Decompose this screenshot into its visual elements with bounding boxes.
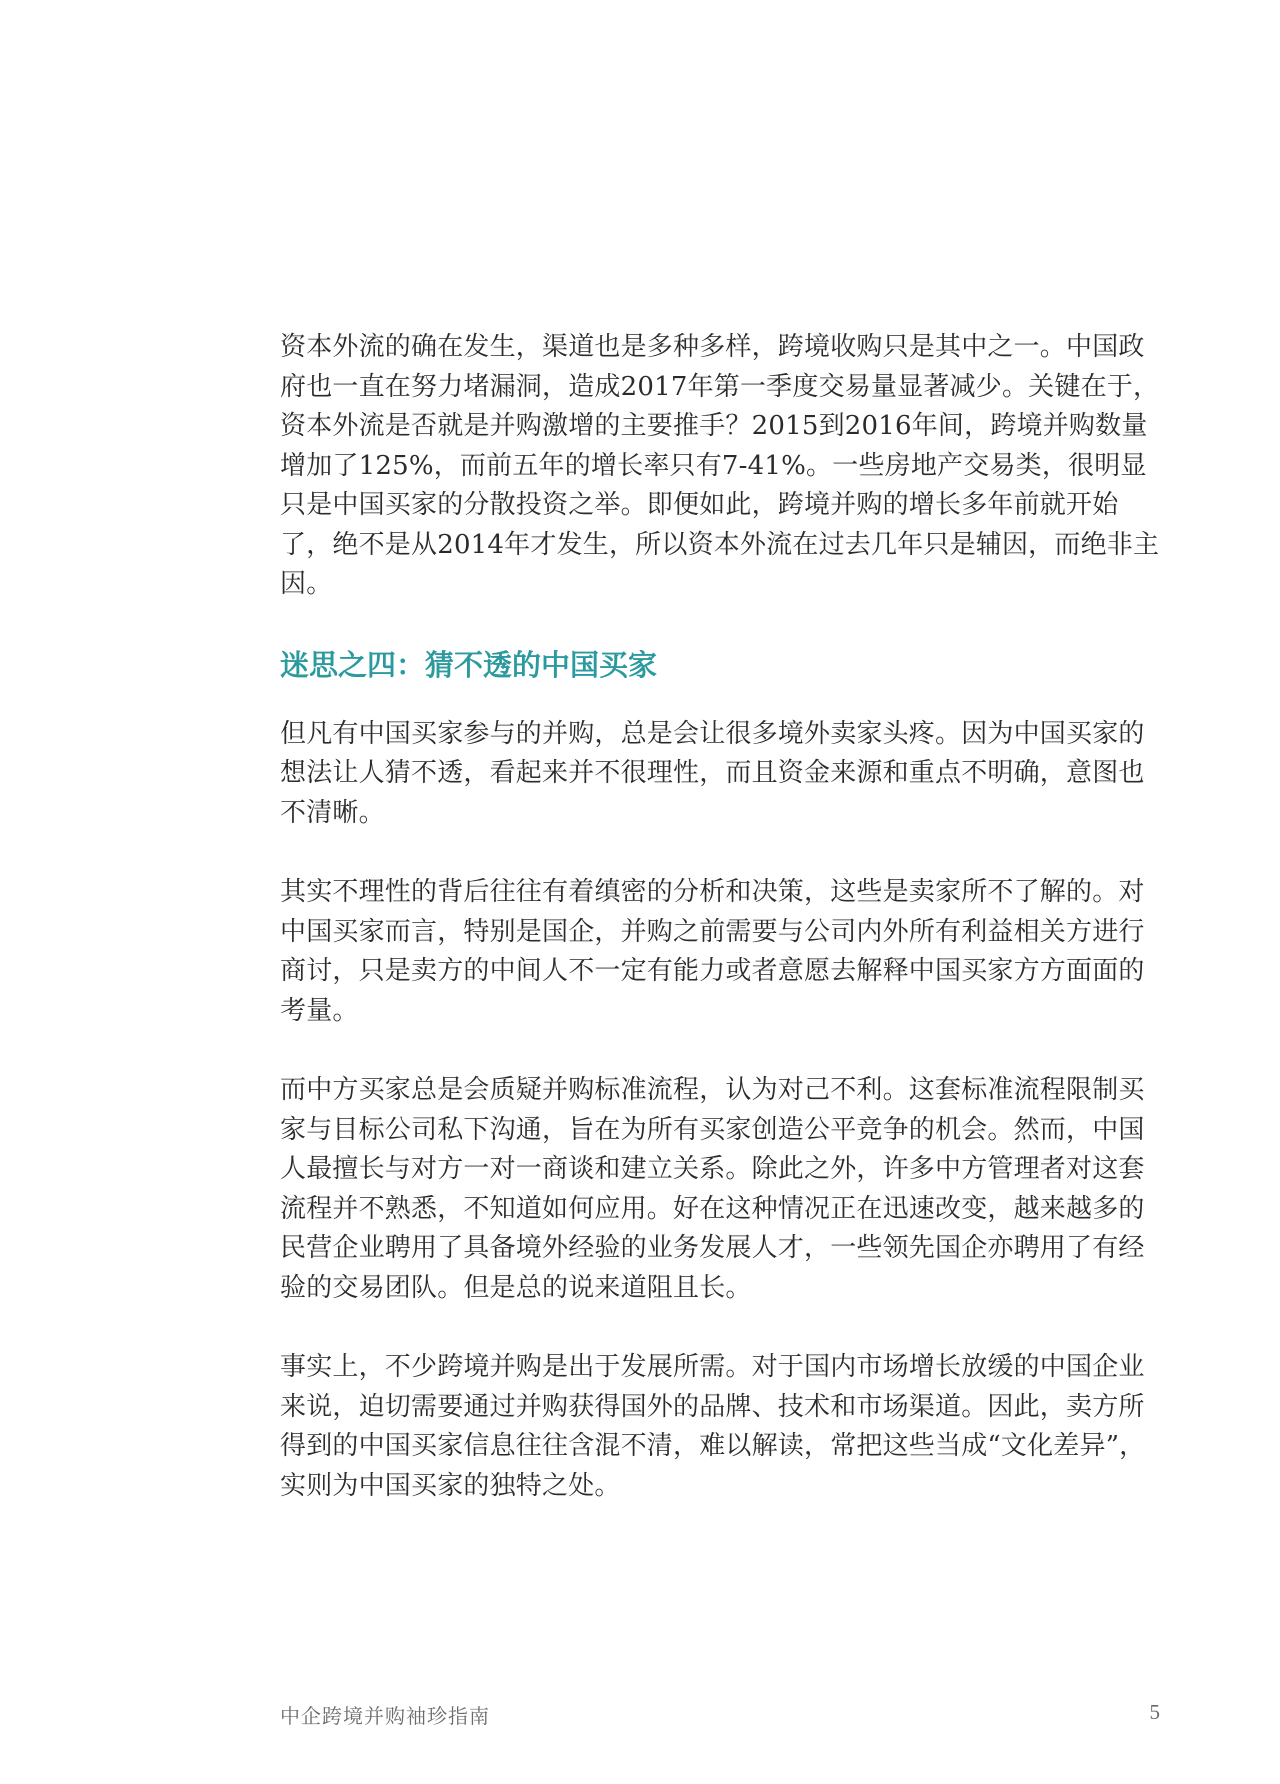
footer-title: 中企跨境并购袖珍指南 <box>280 1704 490 1728</box>
paragraph-capital-outflow: 资本外流的确在发生，渠道也是多种多样，跨境收购只是其中之一。中国政府也一直在努力堵漏洞，造成2017年第一季度交易量显著减少。关键在于，资本外流是否就是并购激增的主要推手？2015到2016年间，跨境并购数量增加了125%，而前五年的增长率只有7-41%。一些房地产交易类，很明显只是中国买家的分散投资之举。即便如此，跨境并购的增长多年前就开始了，绝不是从2014年才发生，所以资本外流在过去几年只是辅因，而绝非主因。 <box>280 332 1160 599</box>
section-heading: 迷思之四：猜不透的中国买家 <box>280 647 658 682</box>
paragraph-standard-process: 而中方买家总是会质疑并购标准流程，认为对己不利。这套标准流程限制买家与目标公司私下沟通，旨在为所有买家创造公平竞争的机会。然而，中国人最擅长与对方一对一商谈和建立关系。除此之外，许多中方管理者对这套流程并不熟悉，不知道如何应用。好在这种情况正在迅速改变，越来越多的民营企业聘用了具备境外经验的业务发展人才，一些领先国企亦聘用了有经验的交易团队。但是总的说来道阻且长。 <box>280 1075 1145 1303</box>
page-number: 5 <box>1149 1700 1160 1724</box>
paragraph-development-needs: 事实上，不少跨境并购是出于发展所需。对于国内市场增长放缓的中国企业来说，迫切需要通过并购获得国外的品牌、技术和市场渠道。因此，卖方所得到的中国买家信息往往含混不清，难以解读，常把这些当成“文化差异”，实则为中国买家的独特之处。 <box>280 1352 1146 1501</box>
page-footer <box>280 1700 1160 1730</box>
paragraph-decision-process: 其实不理性的背后往往有着缜密的分析和决策，这些是卖家所不了解的。对中国买家而言，特别是国企，并购之前需要与公司内外所有利益相关方进行商讨，只是卖方的中间人不一定有能力或者意愿去解释中国买家方方面面的考量。 <box>280 877 1145 1026</box>
page-body <box>280 328 1160 1506</box>
paragraph-buyer-intent: 但凡有中国买家参与的并购，总是会让很多境外卖家头疼。因为中国买家的想法让人猜不透，看起来并不很理性，而且资金来源和重点不明确，意图也不清晰。 <box>280 718 1145 828</box>
